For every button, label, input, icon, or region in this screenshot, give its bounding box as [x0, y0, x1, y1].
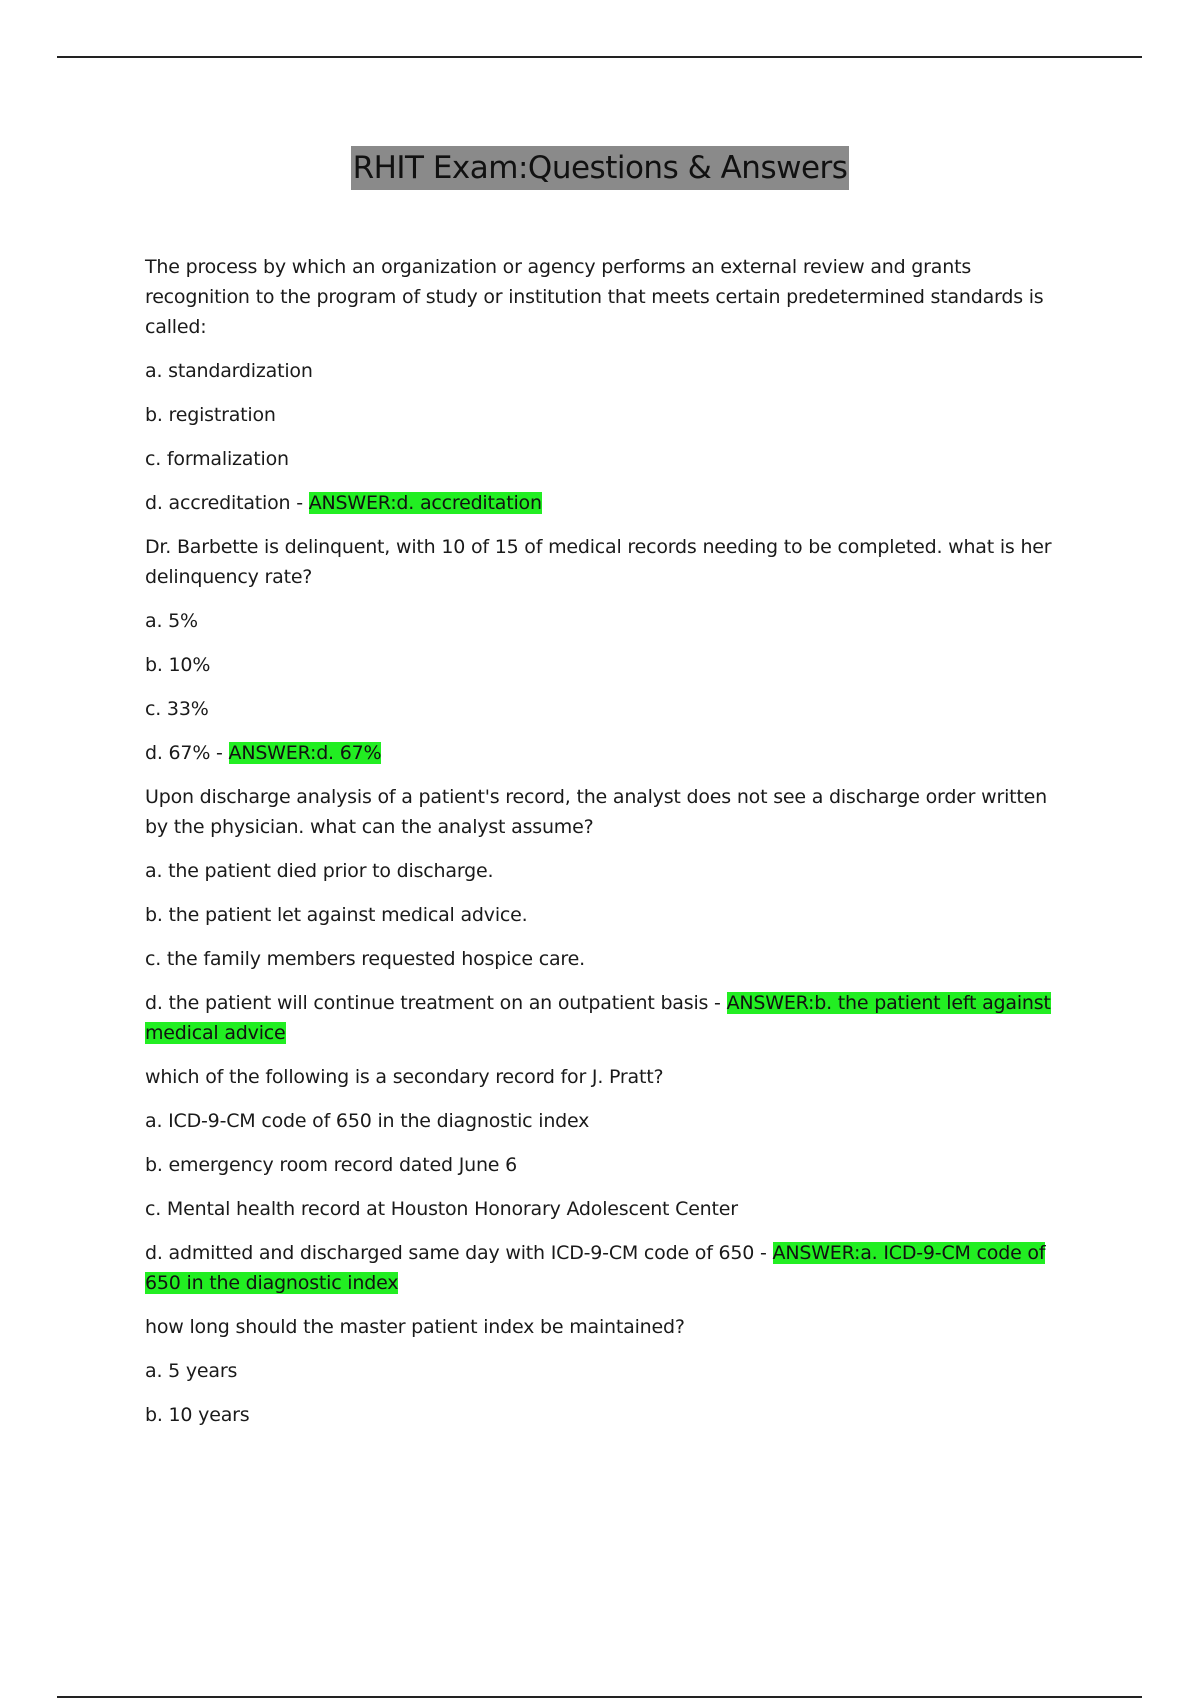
option-a: a. 5 years — [145, 1360, 238, 1382]
answer-highlight: ANSWER:d. accreditation — [308, 492, 542, 514]
question-text: how long should the master patient index be maintained? — [145, 1316, 685, 1338]
question-list — [145, 252, 1075, 1444]
page-title: RHIT Exam:Questions & Answers — [351, 146, 850, 190]
top-rule — [57, 56, 1142, 58]
title-container — [0, 146, 1200, 190]
option-d-text: d. 67% - — [145, 742, 229, 764]
option-d — [145, 738, 1075, 768]
answer-highlight: ANSWER:a. ICD-9-CM code of 650 in the diagnostic index — [145, 1242, 1046, 1294]
option-a: a. 5% — [145, 610, 198, 632]
option-c: c. the family members requested hospice care. — [145, 948, 585, 970]
option-d — [145, 988, 1075, 1048]
option-a: a. ICD-9-CM code of 650 in the diagnostic index — [145, 1110, 590, 1132]
option-a: a. standardization — [145, 360, 313, 382]
option-b: b. registration — [145, 404, 276, 426]
question-text: which of the following is a secondary record for J. Pratt? — [145, 1066, 664, 1088]
option-b: b. 10 years — [145, 1404, 250, 1426]
answer-highlight: ANSWER:b. the patient left against medical advice — [145, 992, 1051, 1044]
option-c: c. 33% — [145, 698, 209, 720]
option-b: b. emergency room record dated June 6 — [145, 1154, 517, 1176]
option-d-text: d. accreditation - — [145, 492, 309, 514]
option-d-text: d. admitted and discharged same day with ICD-9-CM code of 650 - — [145, 1242, 773, 1264]
option-d — [145, 488, 1075, 518]
option-b: b. the patient let against medical advice. — [145, 904, 528, 926]
option-d-text: d. the patient will continue treatment on an outpatient basis - — [145, 992, 727, 1014]
question-text: The process by which an organization or agency performs an external review and grants recognition to the program of study or institution that meets certain predetermined standards is called: — [145, 256, 1044, 338]
question-text: Dr. Barbette is delinquent, with 10 of 15 of medical records needing to be completed. what is her delinquency rate? — [145, 536, 1052, 588]
bottom-rule — [57, 1696, 1142, 1698]
option-c: c. formalization — [145, 448, 289, 470]
option-b: b. 10% — [145, 654, 211, 676]
question-text: Upon discharge analysis of a patient's record, the analyst does not see a discharge order written by the physician. what can the analyst assume? — [145, 786, 1047, 838]
option-d — [145, 1238, 1075, 1298]
option-a: a. the patient died prior to discharge. — [145, 860, 494, 882]
option-c: c. Mental health record at Houston Honorary Adolescent Center — [145, 1198, 738, 1220]
answer-highlight: ANSWER:d. 67% — [228, 742, 382, 764]
